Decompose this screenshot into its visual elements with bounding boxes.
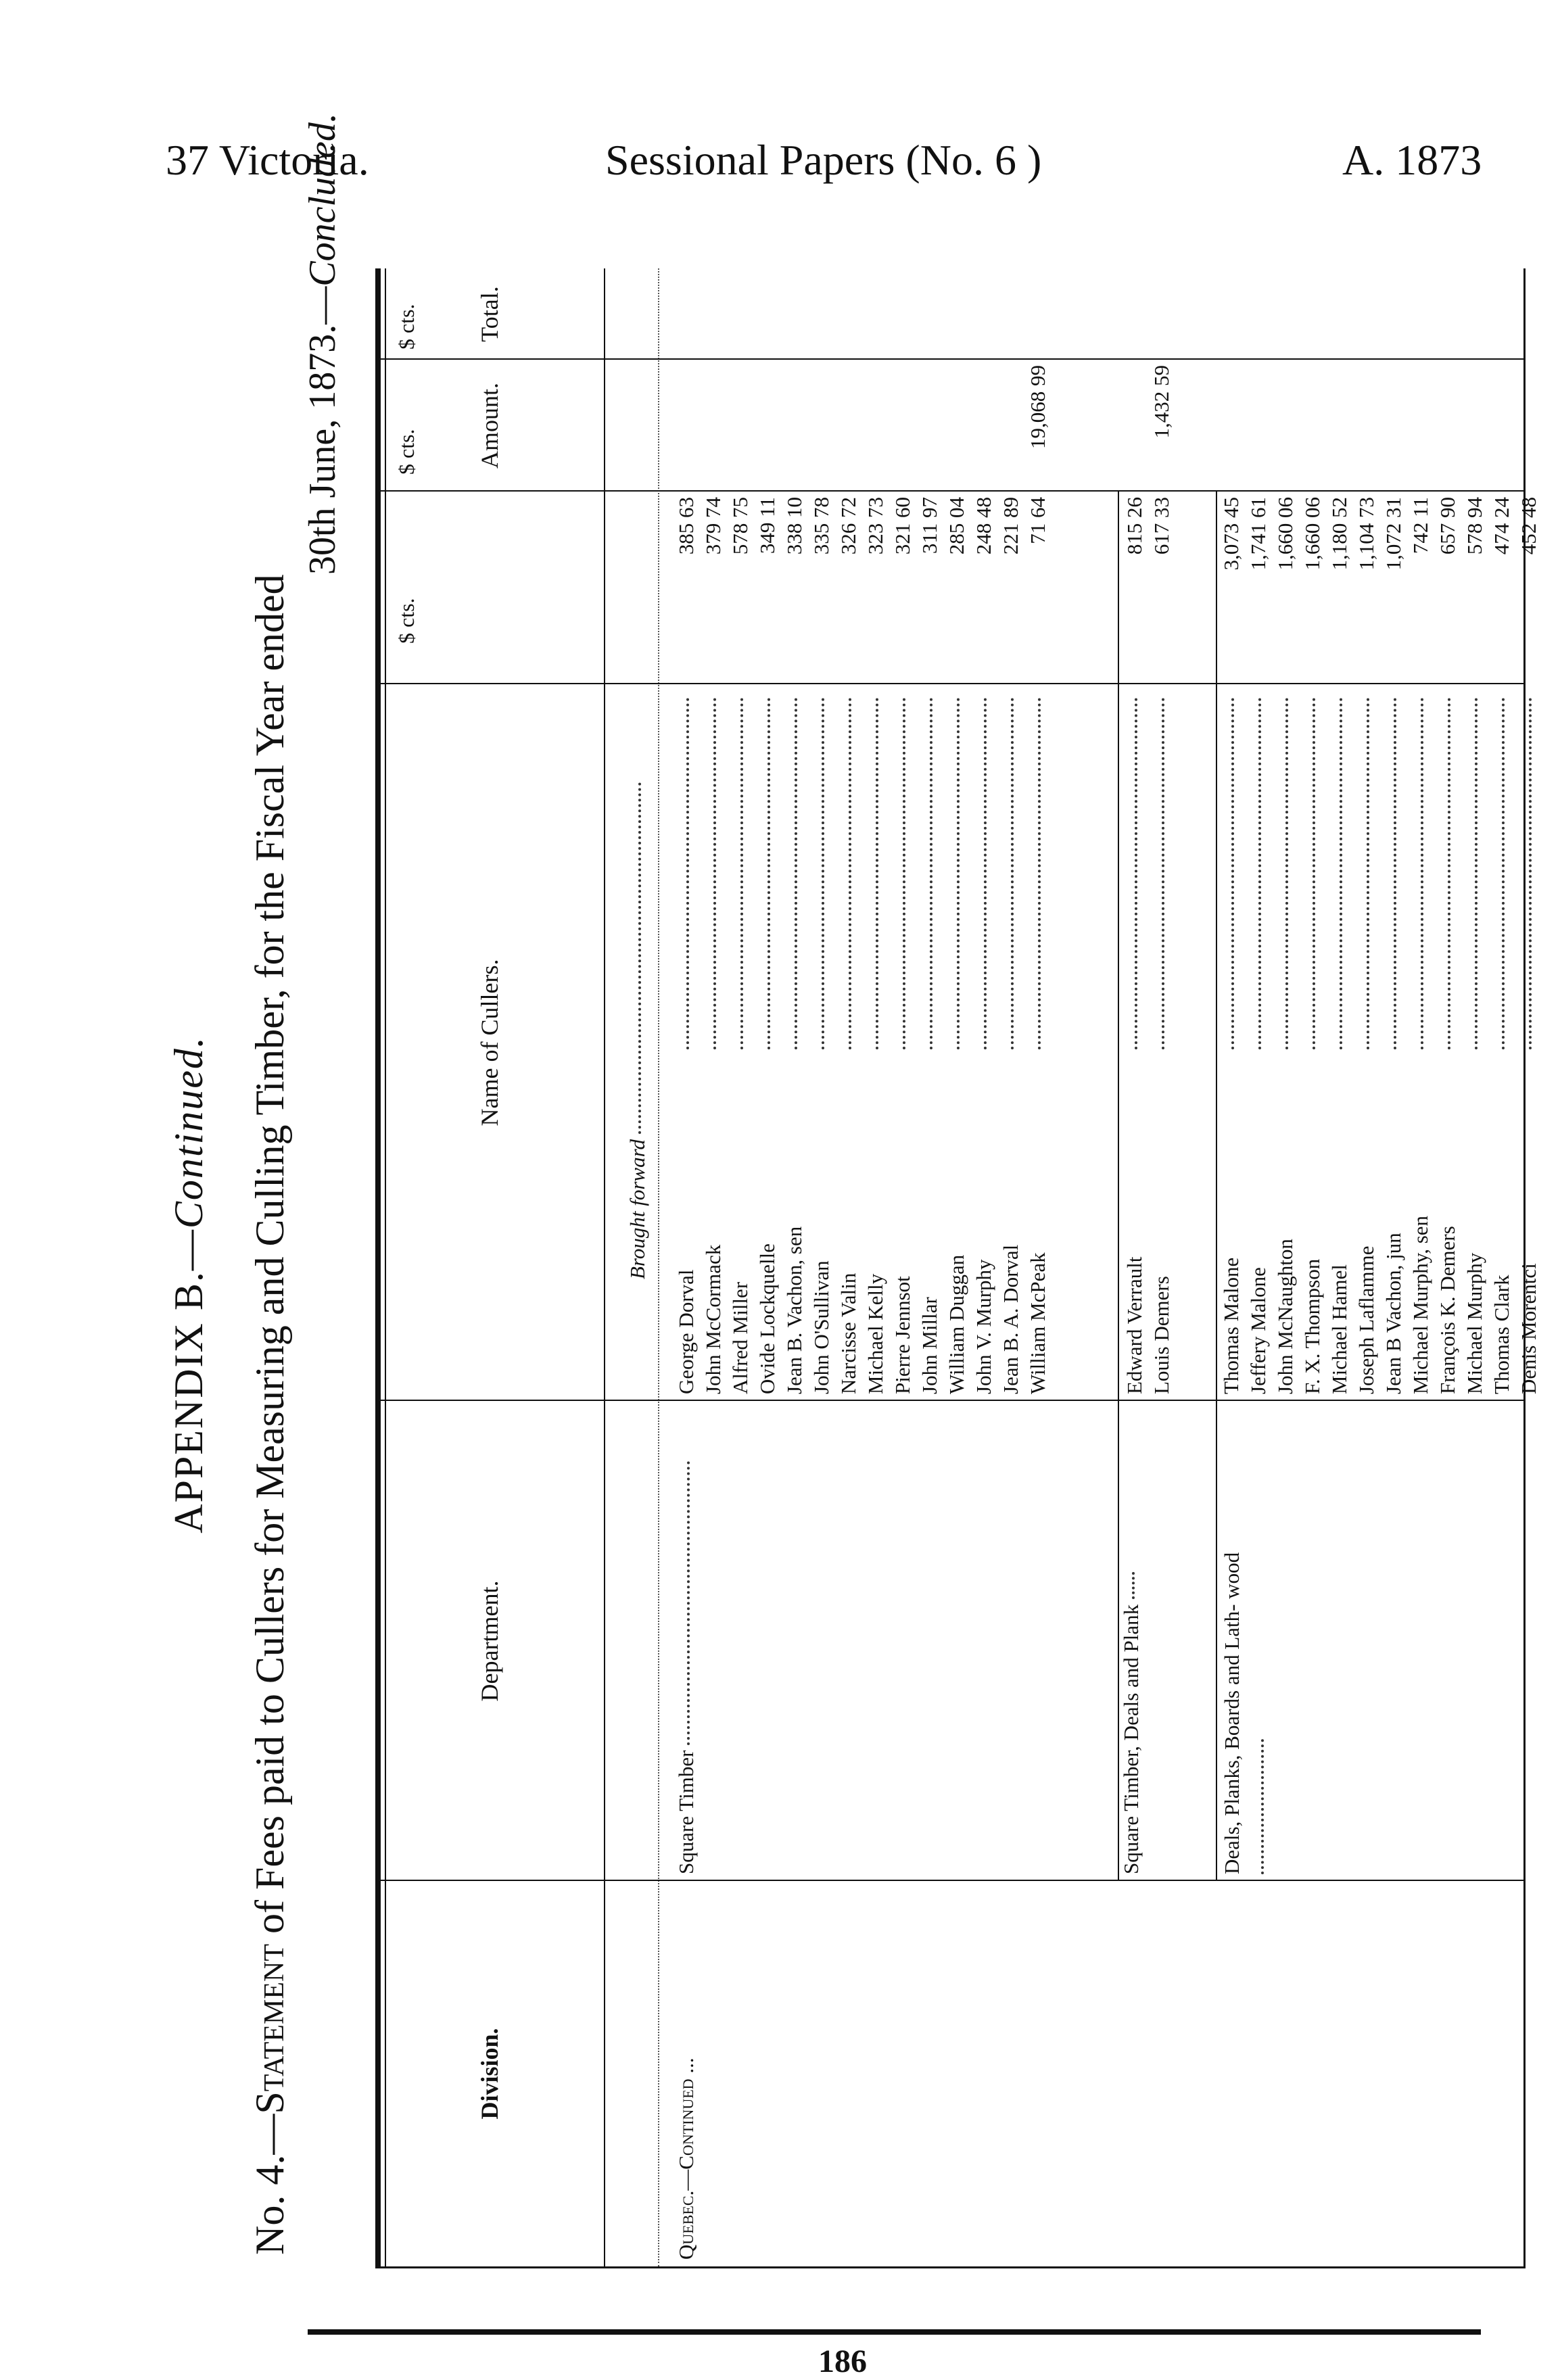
leader-dots — [1340, 698, 1342, 1049]
culler-fee: 385 63 — [674, 497, 698, 555]
culler-name: Pierre Jennsot — [891, 1276, 914, 1394]
leader-dots — [1475, 698, 1478, 1049]
culler-name: Joseph Laflamme — [1354, 1245, 1378, 1394]
culler-name: Edward Verrault — [1122, 1256, 1146, 1394]
leader-dots — [1038, 698, 1041, 1049]
culler-fee: 1,660 06 — [1300, 497, 1324, 571]
leader-dots — [876, 698, 878, 1049]
culler-name: Michael Hamel — [1327, 1264, 1351, 1394]
leader-dots — [1421, 698, 1423, 1049]
culler-name: Ovide Lockquelle — [755, 1243, 779, 1394]
culler-fee: 1,104 73 — [1354, 497, 1378, 571]
division-header: Division. — [476, 2028, 503, 2120]
leader-dots — [1394, 698, 1396, 1049]
statement-number: No. 4.— — [247, 2114, 292, 2255]
department-square-timber: Square Timber — [673, 1461, 700, 1874]
group-amount: 19,068 99 — [1026, 365, 1049, 449]
running-head-center: Sessional Papers (No. 6 ) — [605, 136, 1042, 184]
leader-dots — [1231, 698, 1234, 1049]
culler-name: John McCormack — [701, 1244, 725, 1394]
leader-dots — [1367, 698, 1369, 1049]
culler-name: F. X. Thompson — [1300, 1258, 1324, 1394]
leader-dots — [795, 698, 797, 1049]
culler-fee: 578 75 — [728, 497, 752, 555]
leader-dots — [1529, 698, 1532, 1049]
statement-title — [247, 574, 293, 2255]
culler-fee: 221 89 — [999, 497, 1022, 555]
culler-fee: 657 90 — [1436, 497, 1459, 555]
statement-date-line — [301, 113, 344, 575]
culler-fee: 1,072 31 — [1381, 497, 1405, 571]
culler-fee: 311 97 — [918, 497, 941, 554]
culler-name: William McPeak — [1026, 1252, 1049, 1394]
culler-name: Thomas Malone — [1219, 1257, 1243, 1394]
leader-dots — [1162, 698, 1164, 1049]
culler-fee: 285 04 — [945, 497, 968, 555]
appendix-title — [166, 230, 212, 2339]
leader-dots — [930, 698, 932, 1049]
culler-name: Jeffery Malone — [1246, 1267, 1270, 1394]
culler-fee: 3,073 45 — [1219, 497, 1243, 571]
culler-fee: 326 72 — [836, 497, 860, 555]
statement-text: of Fees paid to Cullers for Measuring and Culling Timber, for the Fiscal Year ended — [247, 574, 292, 1945]
culler-fee: 474 24 — [1490, 497, 1513, 555]
brought-forward-label: Brought forward — [624, 782, 651, 1279]
culler-fee: 349 11 — [755, 497, 779, 554]
leader-dots — [767, 698, 770, 1049]
fees-column — [381, 490, 1540, 684]
culler-name: Louis Demers — [1150, 1276, 1173, 1394]
culler-fee: 321 60 — [891, 497, 914, 555]
culler-name: John McNaughton — [1273, 1239, 1297, 1394]
statement-date: 30th June, 1873.— — [302, 286, 344, 575]
culler-name: Jean B Vachon, jun — [1381, 1233, 1405, 1394]
leader-dots — [713, 698, 716, 1049]
culler-name: Narcisse Valin — [836, 1272, 860, 1394]
department-square-timber-deals-plank: Square Timber, Deals and Plank — [1118, 1572, 1145, 1874]
culler-fee: 617 33 — [1150, 497, 1173, 555]
running-head — [0, 135, 1560, 196]
culler-fee: 338 10 — [782, 497, 806, 555]
leader-dots — [1502, 698, 1505, 1049]
leader-dots — [1448, 698, 1450, 1049]
amount-column — [381, 358, 1523, 492]
culler-name: Michael Kelly — [864, 1273, 887, 1394]
culler-name: Michael Murphy — [1463, 1252, 1486, 1394]
fees-unit: $ cts. — [394, 598, 419, 644]
leader-dots — [1313, 698, 1315, 1049]
total-column — [381, 268, 1523, 360]
culler-fee: 323 73 — [864, 497, 887, 555]
leader-dots — [740, 698, 743, 1049]
running-head-right: A. 1873 — [1342, 136, 1482, 184]
page-number: 186 — [818, 2343, 867, 2379]
culler-fee: 1,180 52 — [1327, 497, 1351, 571]
division-column — [381, 1880, 1523, 2266]
department-column — [381, 1400, 1523, 1881]
name-column — [381, 683, 1540, 1401]
culler-fee: 815 26 — [1122, 497, 1146, 555]
leader-dots — [822, 698, 824, 1049]
amount-header: Amount. — [476, 383, 503, 469]
culler-fee: 578 94 — [1463, 497, 1486, 555]
leader-dots — [1011, 698, 1014, 1049]
leader-dots — [984, 698, 987, 1049]
bottom-rule — [308, 2329, 1481, 2335]
group-rule-fees — [1118, 492, 1119, 684]
department-rule-2 — [1216, 1401, 1217, 1881]
leader-dots — [903, 698, 905, 1049]
culler-name: John V. Murphy — [972, 1259, 995, 1394]
group-rule-names — [1118, 684, 1119, 1401]
culler-fee: 71 64 — [1026, 497, 1049, 544]
division-value: Quebec.—Continued ... — [674, 2057, 698, 2260]
appendix-label: APPENDIX B.— — [166, 1229, 211, 1533]
culler-name: William Duggan — [945, 1254, 968, 1394]
culler-name: Alfred Miller — [728, 1281, 752, 1394]
leader-dots — [957, 698, 960, 1049]
statement-concluded: Concluded. — [302, 113, 344, 287]
amount-unit: $ cts. — [394, 429, 419, 475]
culler-name: John Millar — [918, 1297, 941, 1394]
culler-name: Jean B. Vachon, sen — [782, 1226, 806, 1394]
culler-fee: 1,660 06 — [1273, 497, 1297, 571]
culler-fee: 742 11 — [1409, 497, 1432, 554]
leader-dots — [849, 698, 851, 1049]
culler-name: François K. Demers — [1436, 1226, 1459, 1394]
culler-name: Denis Morentci — [1517, 1263, 1540, 1394]
total-header: Total. — [476, 286, 503, 342]
culler-name: Thomas Clark — [1490, 1275, 1513, 1394]
culler-name: John O'Sullivan — [809, 1260, 833, 1394]
total-unit: $ cts. — [394, 304, 419, 350]
leader-dots — [1258, 698, 1261, 1049]
group-amount: 1,432 59 — [1150, 365, 1173, 439]
culler-name: Michael Murphy, sen — [1409, 1215, 1432, 1394]
name-header: Name of Cullers. — [476, 959, 503, 1126]
department-deals-planks-boards: Deals, Planks, Boards and Lath- wood — [1218, 1428, 1275, 1874]
fees-table — [375, 268, 1540, 2268]
department-header: Department. — [476, 1580, 503, 1702]
leader-dots — [686, 698, 689, 1049]
leader-dots — [1285, 698, 1288, 1049]
group-rule-names — [1216, 684, 1217, 1401]
culler-fee: 379 74 — [701, 497, 725, 555]
culler-fee: 1,741 61 — [1246, 497, 1270, 571]
running-head-left: 37 Victoria. — [166, 136, 369, 184]
appendix-continued: Continued. — [166, 1036, 211, 1229]
culler-fee: 248 48 — [972, 497, 995, 555]
statement-label: Statement — [247, 1944, 292, 2114]
culler-name: George Dorval — [674, 1269, 698, 1394]
culler-name: Jean B. A. Dorval — [999, 1244, 1022, 1394]
culler-fee: 452 48 — [1517, 497, 1540, 555]
leader-dots — [1135, 698, 1137, 1049]
culler-fee: 335 78 — [809, 497, 833, 555]
group-rule-fees — [1216, 492, 1217, 684]
